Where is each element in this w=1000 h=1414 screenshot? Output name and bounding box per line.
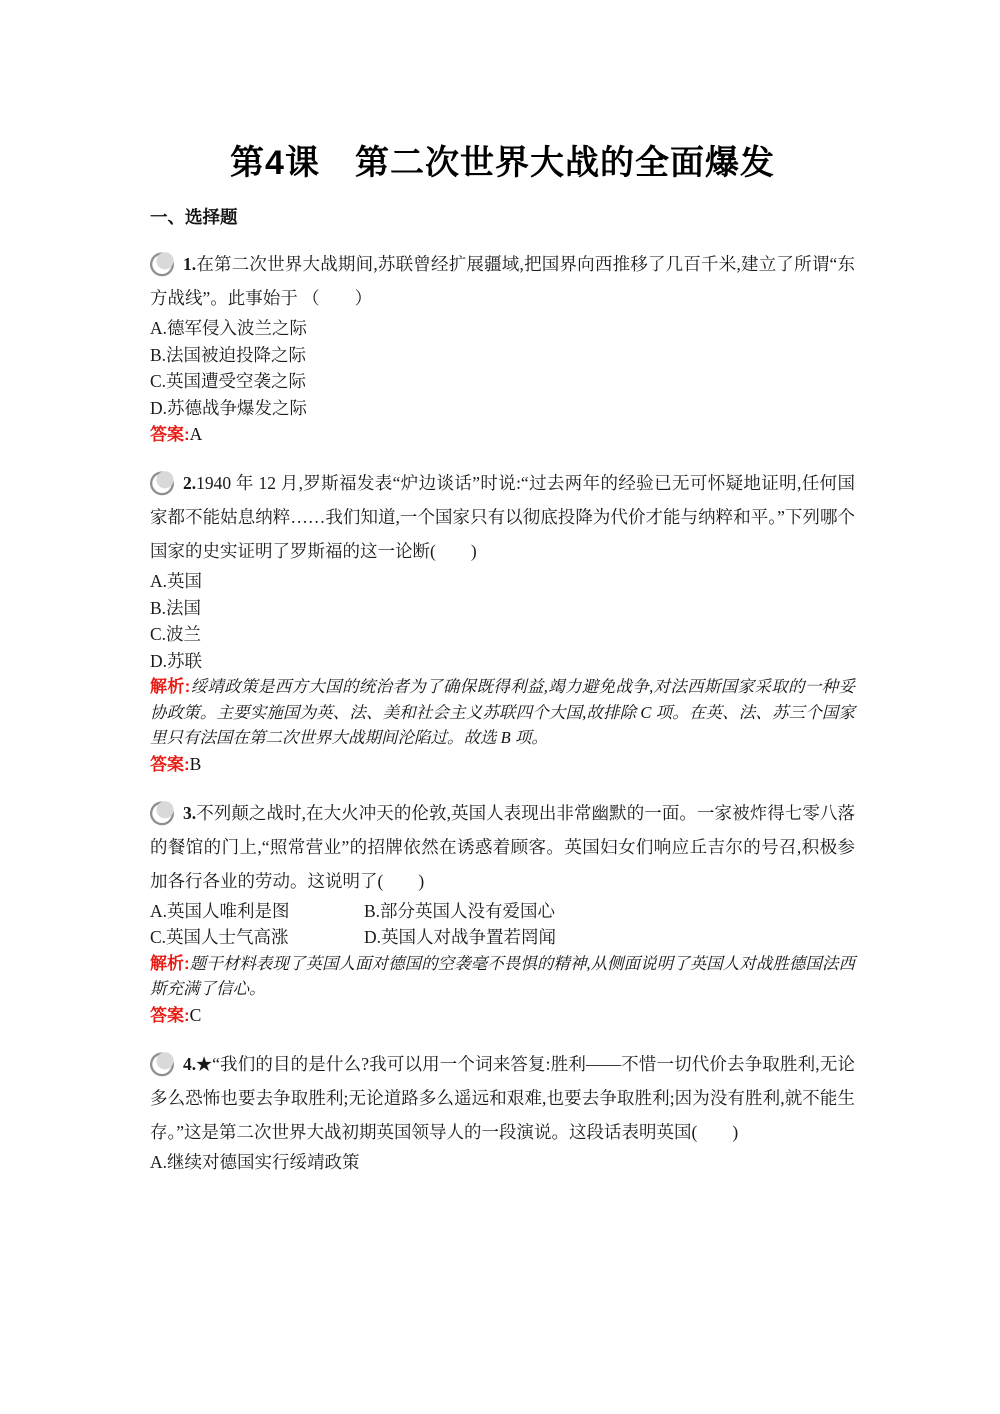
option-row xyxy=(150,898,855,925)
option-item: D.苏德战争爆发之际 xyxy=(150,397,308,418)
answer-label: 答案: xyxy=(150,425,190,444)
question-stem xyxy=(150,796,855,898)
question-number: 4. xyxy=(183,1053,197,1074)
option-item: A.英国人唯利是图 xyxy=(150,900,290,921)
option-item: B.部分英国人没有爱国心 xyxy=(364,900,556,921)
option-item: C.波兰 xyxy=(150,624,202,644)
analysis-text: 题干材料表现了英国人面对德国的空袭毫不畏惧的精神,从侧面说明了英国人对战胜德国法西斯充满了信心。 xyxy=(150,953,855,998)
question-number: 2. xyxy=(183,473,197,493)
option-item: B.法国被迫投降之际 xyxy=(150,344,307,365)
answer-line xyxy=(150,421,855,448)
question-block xyxy=(150,466,855,778)
question-stem-text: 在第二次世界大战期间,苏联曾经扩展疆域,把国界向西推移了几百千米,建立了所谓“东方战线”。此事始于 （ ） xyxy=(150,254,855,308)
question-stem xyxy=(150,1047,855,1149)
sphere-bullet-icon xyxy=(150,803,183,823)
answer-label: 答案: xyxy=(150,754,190,774)
answer-label: 答案: xyxy=(150,1005,190,1025)
analysis-line xyxy=(150,674,855,751)
option-item: C.英国遭受空袭之际 xyxy=(150,371,307,391)
option-item: D.苏联 xyxy=(150,650,203,671)
question-stem xyxy=(150,247,855,315)
question-stem-text: “我们的目的是什么?我可以用一个词来答复:胜利——不惜一切代价去争取胜利,无论多么恐怖也要去争取胜利;无论道路多么遥远和艰难,也要去争取胜利;因为没有胜利,就不能生存。”这是第二次世界大战初期英国领导人的一段演说。这段话表明英国( ) xyxy=(150,1053,855,1142)
question-stem-text: 不列颠之战时,在大火冲天的伦敦,英国人表现出非常幽默的一面。一家被炸得七零八落的餐馆的门上,“照常营业”的招牌依然在诱惑着顾客。英国妇女们响应丘吉尔的号召,积极参加各行各业的劳动。这说明了( ) xyxy=(150,802,855,891)
section-heading: 一、选择题 xyxy=(150,207,238,227)
question-stem xyxy=(150,466,855,568)
page-title: 第4课 第二次世界大战的全面爆发 xyxy=(230,144,775,182)
star-icon: ★ xyxy=(196,1053,213,1074)
option-item: A.德军侵入波兰之际 xyxy=(150,318,308,338)
option-item: A.继续对德国实行绥靖政策 xyxy=(150,1151,360,1172)
answer-value: B xyxy=(189,753,202,774)
option-item: A.英国 xyxy=(150,571,203,591)
analysis-label: 解析: xyxy=(150,953,190,973)
option-row xyxy=(150,924,855,951)
question-number: 3. xyxy=(183,802,197,823)
answer-line xyxy=(150,751,855,778)
question-number: 1. xyxy=(183,254,197,274)
option-item: D.英国人对战争置若罔闻 xyxy=(364,927,557,947)
question-block xyxy=(150,1047,855,1176)
option-item: B.法国 xyxy=(150,597,202,618)
sphere-bullet-icon xyxy=(150,473,183,493)
question-stem-text: 1940 年 12 月,罗斯福发表“炉边谈话”时说:“过去两年的经验已无可怀疑地证明,任何国家都不能姑息纳粹……我们知道,一个国家只有以彻底投降为代价才能与纳粹和平。”下列哪个国家的史实证明了罗斯福的这一论断( ) xyxy=(150,473,855,561)
answer-line xyxy=(150,1002,855,1029)
answer-value: C xyxy=(189,1004,202,1025)
questions-list xyxy=(150,247,855,1175)
analysis-line xyxy=(150,951,855,1002)
question-block xyxy=(150,247,855,448)
answer-value: A xyxy=(189,424,203,444)
sphere-bullet-icon xyxy=(150,254,183,274)
analysis-text: 绥靖政策是西方大国的统治者为了确保既得利益,竭力避免战争,对法西斯国家采取的一种妥协政策。主要实施国为英、法、美和社会主义苏联四个大国,故排除 C 项。在英、法、苏三个国家里只有法国在第二次世界大战期间沦陷过。故选 B 项。 xyxy=(150,677,855,747)
analysis-label: 解析: xyxy=(150,677,191,696)
option-item: C.英国人士气高涨 xyxy=(150,927,289,947)
sphere-bullet-icon xyxy=(150,1054,183,1074)
question-block xyxy=(150,796,855,1029)
